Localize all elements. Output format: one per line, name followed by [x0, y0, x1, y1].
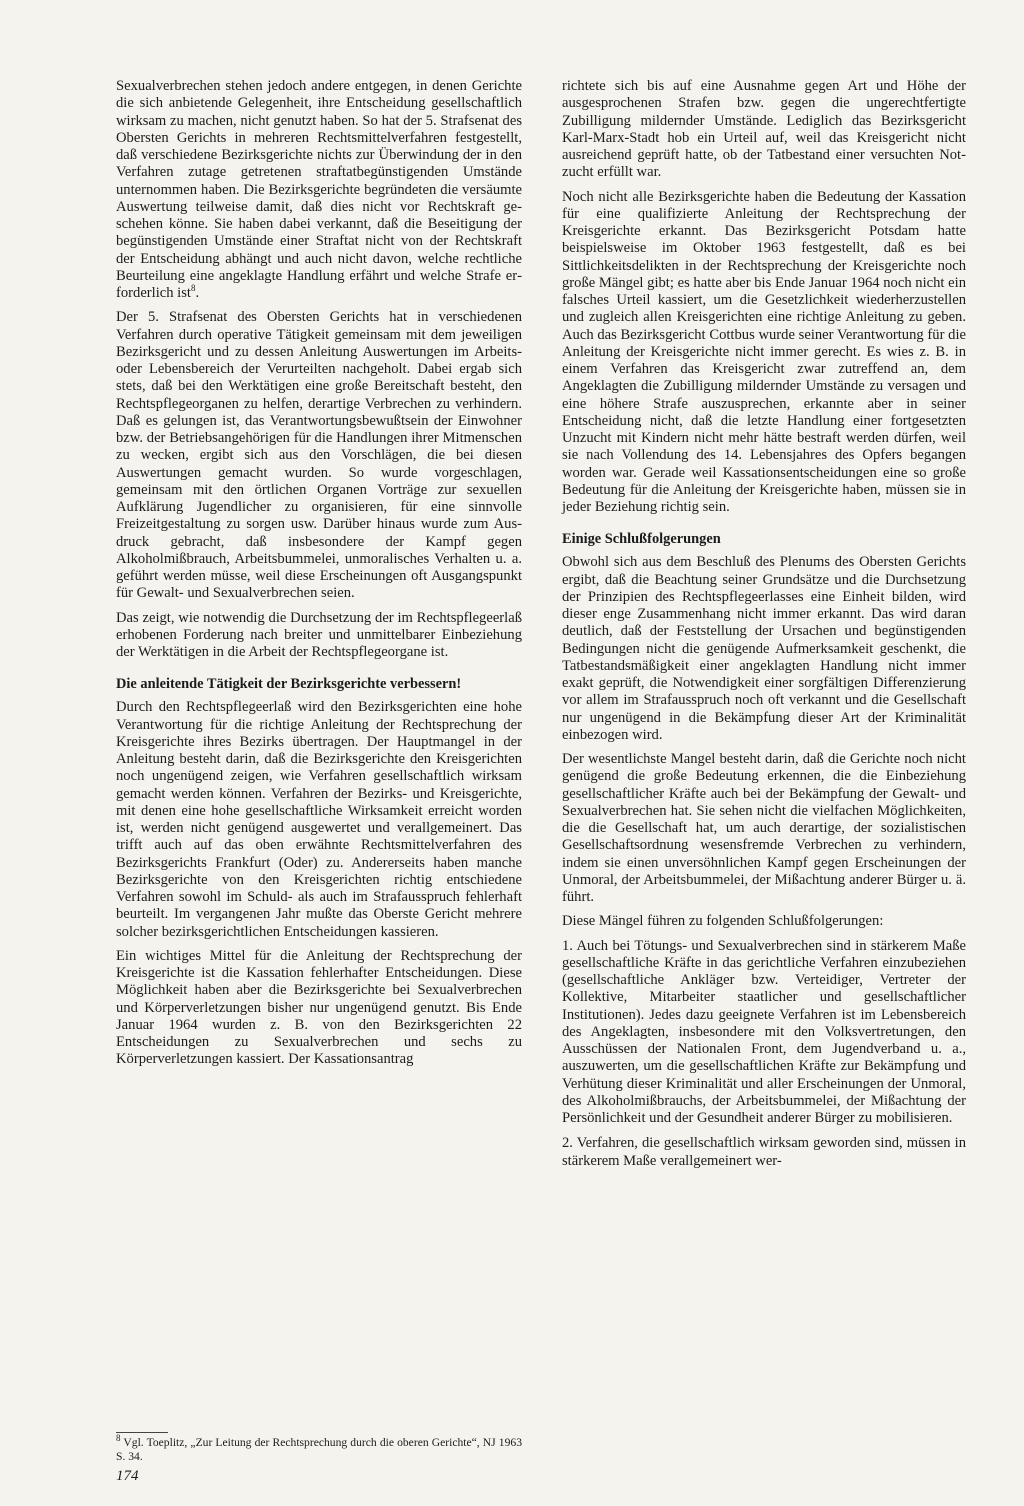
paragraph: Ein wichtiges Mittel für die Anleitung der Rechtsprechung der Kreisgerichte ist die Kassation fehlerhafter Entscheidungen. Diese Möglichkeit haben aber die Bezirksgerichte bei Sexualverbrechen und Körperverletzungen bisher nur ungenügend genutzt. Bis Ende Januar 1964 wurden z. B. von den Bezirksgerichten 22 Entscheidungen zu Sexualverbrechen und sechs zu Körperverletzungen kassiert. Der Kassationsantrag [116, 947, 522, 1068]
paragraph: Noch nicht alle Bezirksgerichte haben die Bedeutung der Kassation für eine qualifizierte Anleitung der Rechtsprechung der Kreisgerichte erkannt. Das Bezirksgericht Potsdam hatte beispielsweise im Oktober 1963 festgestellt, daß es bei Sittlichkeitsdelikten in der Rechtsprechung der Kreisgerichte noch große Mängel gibt; es hatte aber bis Ende Januar 1964 noch nicht ein falsches Urteil kassiert, um die Gesetzlichkeit wiederherzustellen und zugleich allen Kreisgerichten eine richtige Anleitung zu geben. Auch das Bezirksgericht Cottbus wurde seiner Verantwortung für die Anleitung der Kreisgerichte nicht immer gerecht. Es wies z. B. in einem Verfahren das Kreisgericht zwar zutreffend an, dem Angeklagten die Zubilligung mildernder Umstände zu versagen und eine höhere Strafe auszusprechen, erkannte aber in seiner Entscheidung nicht, daß die letzte Handlung einer fortgesetzten Unzucht mit Kindern nicht mehr hätte bestraft werden dürfen, weil sie nach Vollendung des 14. Lebensjahres des Opfers begangen worden war. Gerade weil Kassationsentscheidungen eine so große Bedeutung für die Anleitung der Kreisgerichte haben, müssen sie in jeder Beziehung richtig sein. [562, 188, 966, 515]
numbered-item: 2. Verfahren, die gesellschaftlich wirksam geworden sind, müssen in stärkerem Maße verallgemeinert wer- [562, 1135, 966, 1169]
numbered-item: 1. Auch bei Tötungs- und Sexualverbrechen sind in stärkerem Maße gesellschaftliche Kräfte in das gerichtliche Verfahren einzubeziehen (gesellschaftliche Ankläger bzw. Verteidiger, Vertreter der Kollektive, Mitarbeiter staatlicher und gesellschaftlicher Institutionen). Jedes dazu geeignete Verfahren ist im Lebensbereich des Angeklagten, insbesondere mit den Volksvertretungen, den Ausschüssen der Nationalen Front, dem Jugendverband u. a., auszuwerten, um die gesellschaftlichen Kräfte zur Bekämpfung und Verhütung dieser Kriminalität und aller Erscheinungen der Unmoral, des Alkoholmißbrauchs, der Arbeitsbummelei, der Mißachtung der Persönlichkeit und der Gesundheit anderer Bürger zu mobilisieren. [562, 937, 966, 1126]
footnote-text: Vgl. Toeplitz, „Zur Leitung der Rechtsprechung durch die oberen Gerichte“, NJ 1963 S. 34. [116, 1436, 522, 1463]
paragraph: richtete sich bis auf eine Ausnahme gegen Art und Höhe der ausgesprochenen Strafen bzw. gegen die ungerechtfertigte Zubilligung mildernder Umstände. Lediglich das Bezirksgericht Karl-Marx-Stadt hob ein Urteil auf, weil das Kreisgericht nicht ausreichend geprüft hatte, ob der Tatbestand einer versuchten Notzucht erfüllt war. [562, 78, 966, 181]
page-number: 174 [116, 1468, 139, 1484]
footnote-divider [116, 1432, 168, 1433]
paragraph: Sexualverbrechen stehen jedoch andere entgegen, in denen Gerichte die sich anbietende Gelegenheit, ihre Entscheidung gesellschaftlich wirksam zu machen, nicht genutzt haben. So hat der 5. Strafsenat des Obersten Gerichts in mehreren Rechtsmittelverfahren festgestellt, daß verschiedene Bezirksgerichte nichts zur Überwindung der in den Verfahren zutage getretenen straftatbegünstigenden Umstände unternommen haben. Die Bezirksgerichte begründeten die versäumte Auswertung teilweise damit, daß dies nicht vor Rechtskraft geschehen könne. Sie haben dabei verkannt, daß die Beseitigung der begünstigenden Umstände einer Straftat nicht von der Rechtskraft der Entscheidung abhängt und auch nicht davon, welche rechtliche Beurteilung eine angeklagte Handlung erfährt und welche Strafe erforderlich ist$^8$. [116, 78, 522, 301]
paragraph: Obwohl sich aus dem Beschluß des Plenums des Obersten Gerichts ergibt, daß die Beachtung seiner Grundsätze und die Durchsetzung der Prinzipien des Rechtspflegeerlasses eine Einheit bilden, wird dieser enge Zusammenhang nicht immer erkannt. Das wird daran deutlich, daß der Feststellung der Ursachen und begünstigenden Bedingungen nicht die genügende Aufmerksamkeit geschenkt, die Tatbestandsmäßigkeit einer angeklagten Handlung nicht immer exakt geprüft, die Notwendigkeit einer sorgfältigen Differenzierung vor allem im Strafausspruch noch oft verkannt und die Gesellschaft nur ungenügend in die Bekämpfung dieser Art der Kriminalität einbezogen wird. [562, 554, 966, 743]
footnote-ref[interactable]: 8 [190, 283, 196, 294]
section-heading: Die anleitende Tätigkeit der Bezirksgerichte verbessern! [116, 676, 462, 693]
paragraph: Das zeigt, wie notwendig die Durchsetzung der im Rechtspflegeerlaß erhobenen Forderung nach breiter und unmittelbarer Einbeziehung der Werktätigen in die Arbeit der Rechtspflegeorgane ist. [116, 609, 522, 660]
left-column [116, 78, 522, 1076]
right-column [562, 78, 966, 1178]
paragraph: Durch den Rechtspflegeerlaß wird den Bezirksgerichten eine hohe Verantwortung für die richtige Anleitung der Rechtsprechung der Kreisgerichte ihres Bezirks übertragen. Der Hauptmangel in der Anleitung besteht darin, daß die Bezirksgerichte den Kreisgerichten noch ungenügend zeigen, wie Verfahren gesellschaftlich wirksam gemacht werden können. Verfahren der Bezirks- und Kreisgerichte, mit denen eine hohe gesellschaftliche Wirksamkeit erreicht worden ist, werden nicht genügend ausgewertet und verallgemeinert. Das trifft auch auf das oben erwähnte Rechtsmittelverfahren des Bezirksgerichts Frankfurt (Oder) zu. Andererseits haben manche Bezirksgerichte von den Kreisgerichten richtig entschiedene Verfahren sowohl im Schuld- als auch im Strafausspruch fehlerhaft beurteilt. Im vergangenen Jahr mußte das Oberste Gericht mehrere solcher bezirksgerichtlichen Entscheidungen kassieren. [116, 699, 522, 940]
footnote-number: 8 [116, 1433, 121, 1444]
footnote [116, 1433, 522, 1464]
paragraph: Der wesentlichste Mangel besteht darin, daß die Gerichte noch nicht genügend die große Bedeutung erkennen, die die Einbeziehung gesellschaftlicher Kräfte auch bei der Bekämpfung der Gewalt- und Sexualverbrechen hat. Sie sehen nicht die vielfachen Möglichkeiten, die die Gesellschaft hat, um auch derartige, der sozialistischen Gesellschaftsordnung wesensfremde Verbrechen zu verhindern, indem sie einen unversöhnlichen Kampf gegen Erscheinungen der Unmoral, der Arbeitsbummelei, der Mißachtung anderer Bürger u. ä. führt. [562, 751, 966, 905]
section-heading: Einige Schlußfolgerungen [562, 531, 721, 548]
paragraph: Der 5. Strafsenat des Obersten Gerichts hat in verschiedenen Verfahren durch operative Tätigkeit gemeinsam mit dem jeweiligen Bezirksgericht und zu dessen Anleitung Auswertungen im Arbeits- oder Lebensbereich der Verurteilten nachgeholt. Dabei ergab sich stets, daß bei den Werktätigen eine große Bereitschaft besteht, den Rechtspflegeorganen zu helfen, derartige Verbrechen zu verhindern. Daß es gelungen ist, das Verantwortungsbewußtsein der Einwohner bzw. der Betriebsangehörigen für die Handlungen ihrer Mitmenschen zu wecken, ergibt sich aus den Vorschlägen, die bei diesen Auswertungen gemacht wurden. So wurde vorgeschlagen, gemeinsam mit den örtlichen Organen Vorträge zur sexuellen Aufklärung Jugendlicher zu organisieren, für eine sinnvolle Freizeitgestaltung zu sorgen usw. Darüber hinaus wurde zum Ausdruck gebracht, daß insbesondere der Kampf gegen Alkoholmißbrauch, Arbeitsbummelei, unmoralisches Verhalten u. a. geführt werden müsse, weil diese Erscheinungen oft Ausgangspunkt für Gewalt- und Sexualverbrechen seien. [116, 309, 522, 602]
paragraph: Diese Mängel führen zu folgenden Schlußfolgerungen: [562, 913, 884, 930]
